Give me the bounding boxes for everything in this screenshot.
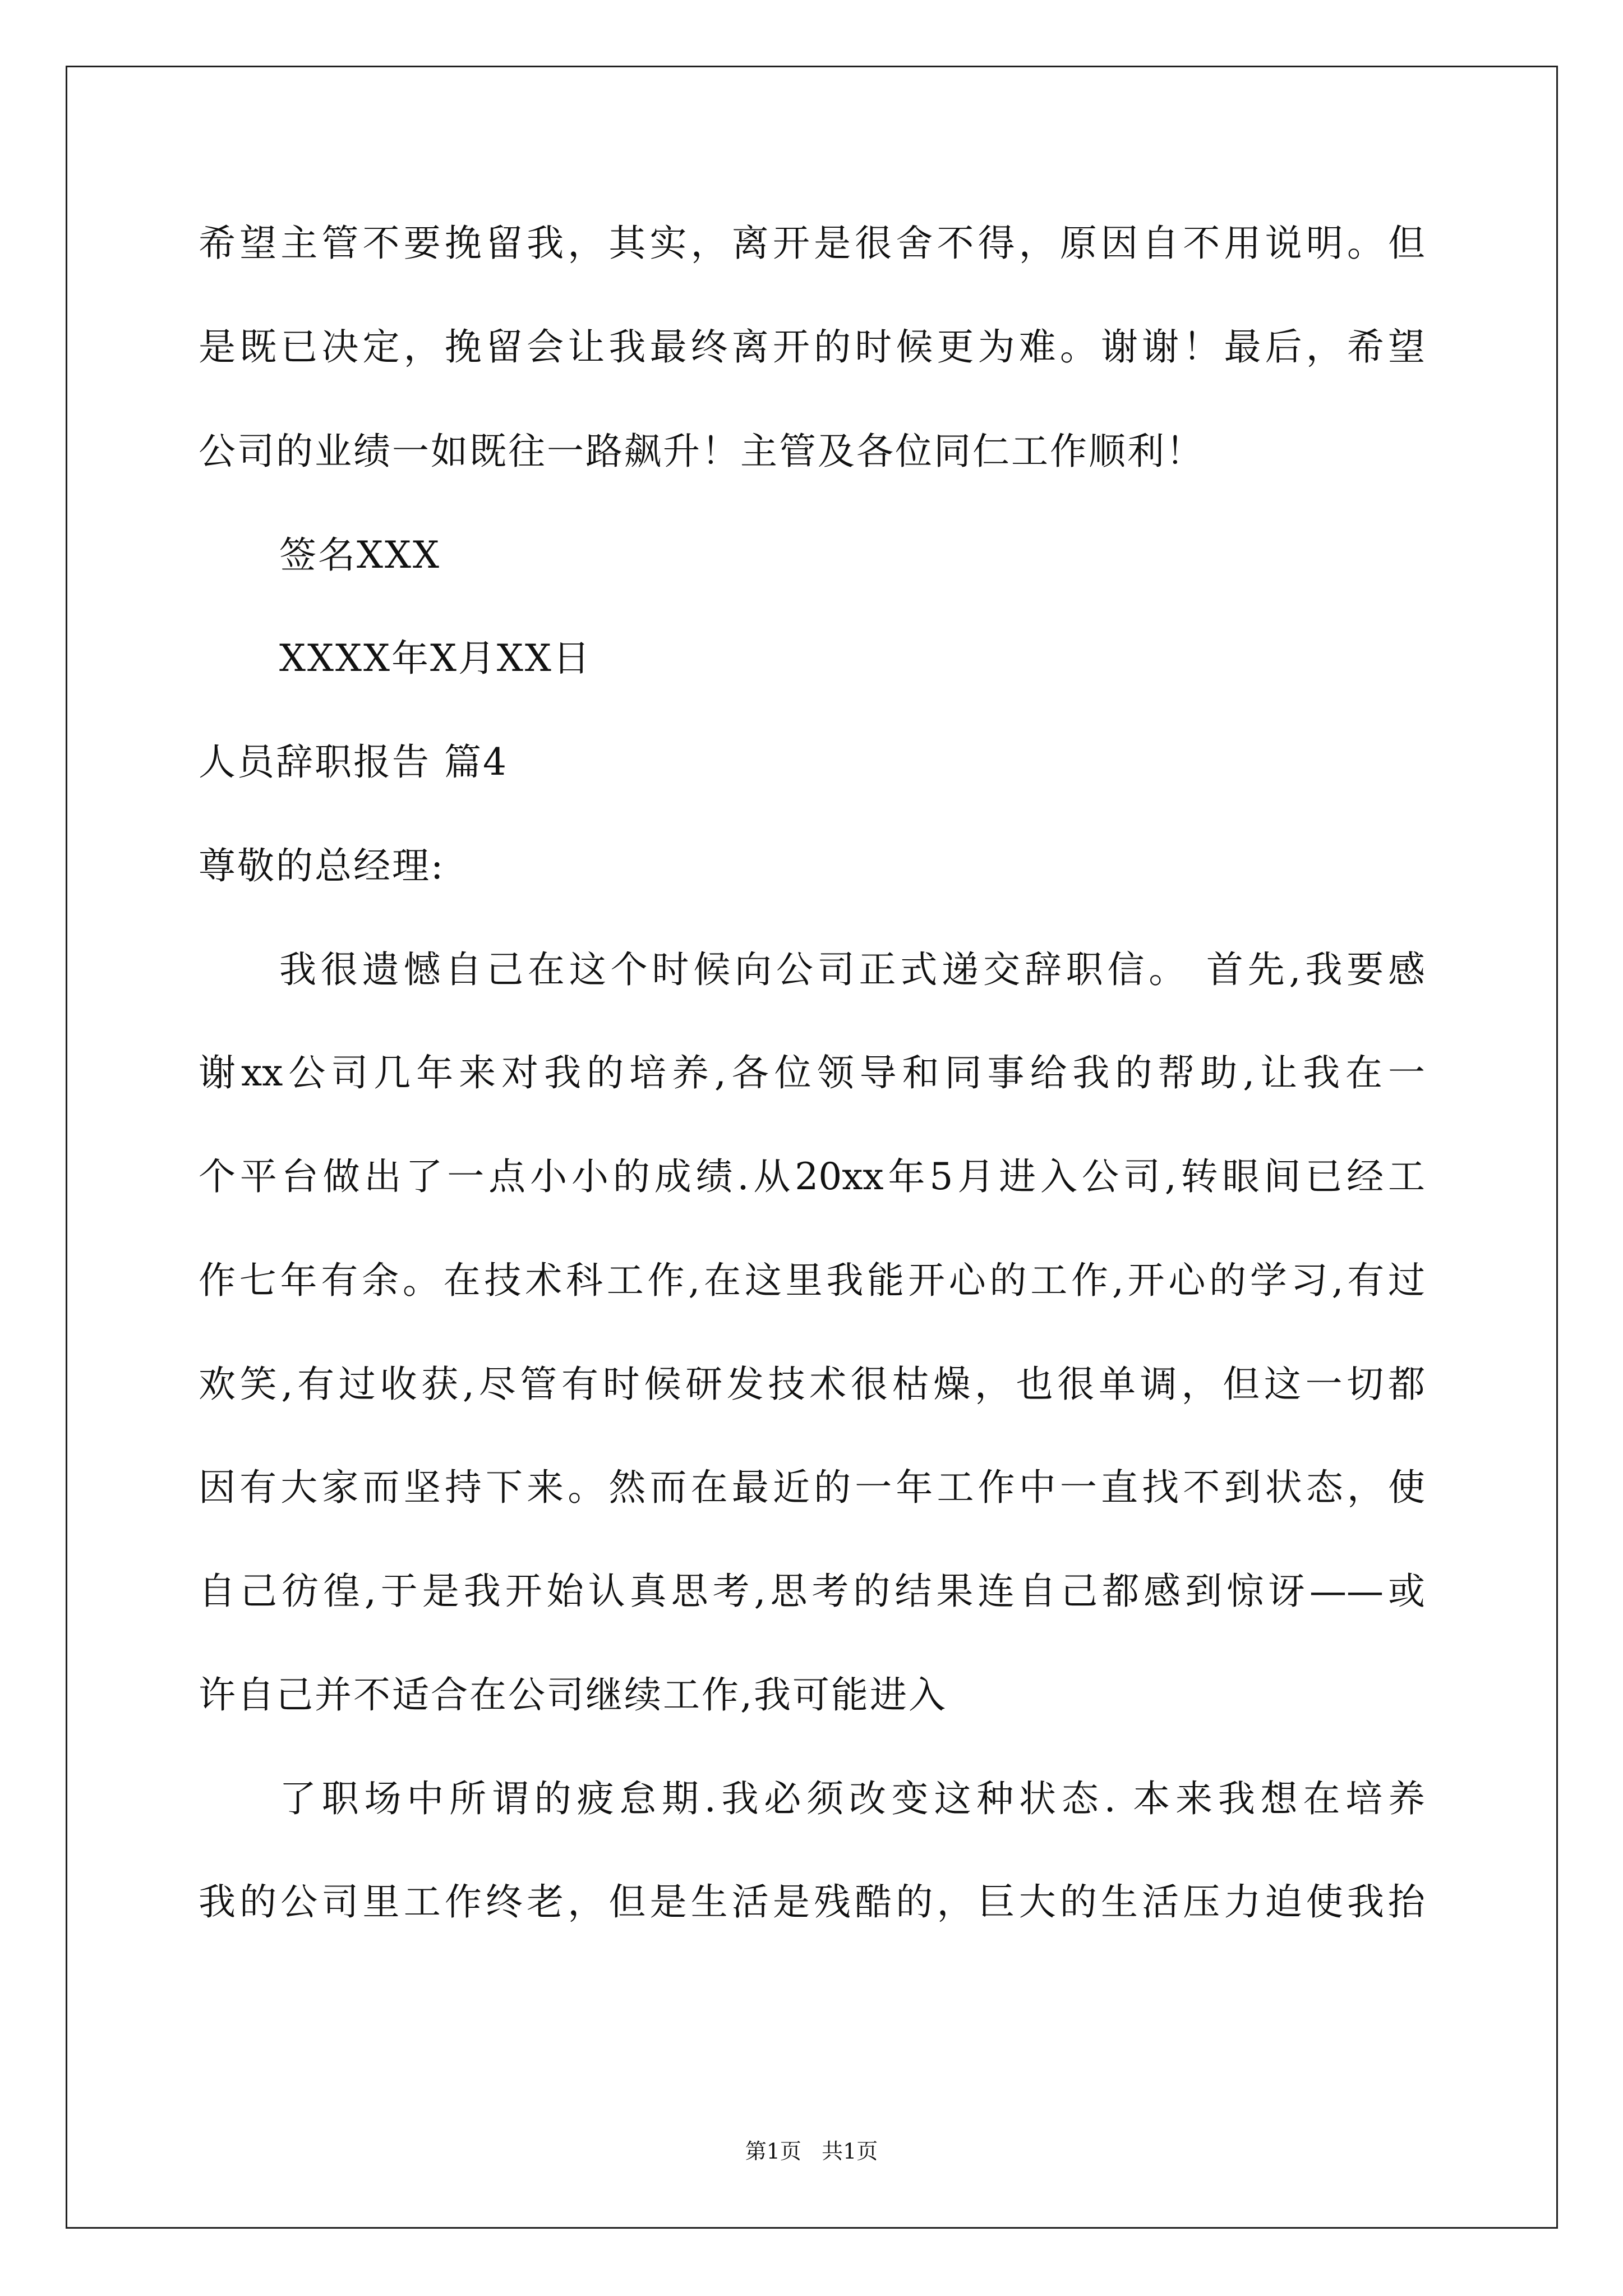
body-line: 作七年有余。在技术科工作,在这里我能开心的工作,开心的学习,有过 [199,1259,1425,1302]
body-line: 自己彷徨,于是我开始认真思考,思考的结果连自己都感到惊讶——或 [199,1570,1425,1613]
signature-line: 签名XXX [279,533,441,577]
body-line: 谢xx公司几年来对我的培养,各位领导和同事给我的帮助,让我在一 [199,1051,1425,1094]
body-line: 我很遗憾自己在这个时候向公司正式递交辞职信。 首先,我要感 [279,948,1425,991]
page-footer: 第1页 共1页 [745,2139,878,2164]
body-line: 希望主管不要挽留我，其实，离开是很舍不得，原因自不用说明。但 [199,222,1425,265]
body-line: 我的公司里工作终老，但是生活是残酷的，巨大的生活压力迫使我抬 [199,1880,1425,1924]
section-heading: 人员辞职报告 篇4 [199,740,508,784]
body-line: 个平台做出了一点小小的成绩.从20xx年5月进入公司,转眼间已经工 [199,1155,1425,1198]
date-line: XXXX年X月XX日 [279,637,592,680]
body-line: 是既已决定，挽留会让我最终离开的时候更为难。谢谢！最后，希望 [199,325,1425,369]
body-line: 因有大家而坚持下来。然而在最近的一年工作中一直找不到状态，使 [199,1466,1425,1509]
body-line: 许自己并不适合在公司继续工作,我可能进入 [199,1673,947,1717]
body-line: 了职场中所谓的疲怠期.我必须改变这种状态. 本来我想在培养 [279,1777,1425,1820]
salutation: 尊敬的总经理: [199,844,445,887]
body-line: 公司的业绩一如既往一路飙升！主管及各位同仁工作顺利！ [199,430,1205,473]
body-line: 欢笑,有过收获,尽管有时候研发技术很枯燥，也很单调，但这一切都 [199,1363,1425,1406]
